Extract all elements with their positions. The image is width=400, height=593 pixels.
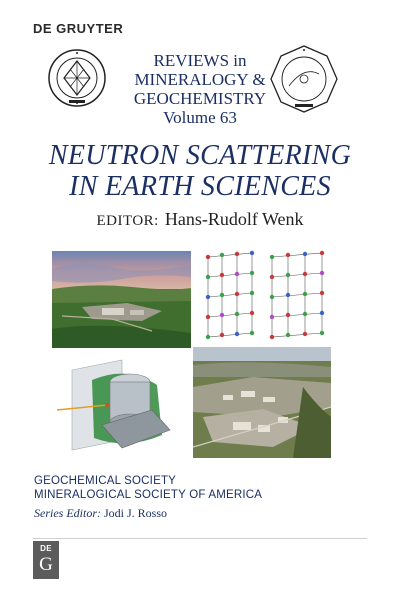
publisher-name: DE GRUYTER	[33, 21, 124, 36]
society-names	[34, 474, 262, 502]
series-line-3: GEOCHEMISTRY	[133, 89, 267, 108]
series-editor-name: Jodi J. Rosso	[104, 506, 168, 520]
book-title-line-1: NEUTRON SCATTERING	[48, 140, 352, 171]
logo-bottom-text: G	[39, 554, 53, 575]
editor-name: Hans-Rudolf Wenk	[164, 209, 304, 229]
de-gruyter-logo-icon	[33, 541, 59, 579]
footer-divider	[33, 538, 367, 539]
aerial-facility-photo	[52, 251, 191, 348]
editor-line	[0, 209, 400, 230]
volume-number: Volume 63	[163, 108, 237, 127]
mineralogical-society-seal-icon	[47, 48, 107, 108]
series-title	[100, 51, 300, 127]
society-geochemical: GEOCHEMICAL SOCIETY	[34, 475, 177, 487]
series-editor-line	[34, 506, 167, 521]
society-mineralogical: MINERALOGICAL SOCIETY OF AMERICA	[34, 489, 263, 501]
instrument-diagram-image	[52, 350, 191, 458]
aerial-town-photo	[193, 347, 331, 458]
logo-top-text: DE	[40, 544, 52, 553]
series-editor-label: Series Editor:	[34, 506, 101, 520]
editor-label: EDITOR:	[96, 213, 159, 229]
series-line-2: MINERALOGY &	[134, 70, 266, 89]
crystal-structure-image	[200, 247, 330, 345]
series-line-1: REVIEWS in	[153, 51, 247, 70]
book-title	[0, 140, 400, 202]
book-title-line-2: IN EARTH SCIENCES	[69, 171, 331, 202]
